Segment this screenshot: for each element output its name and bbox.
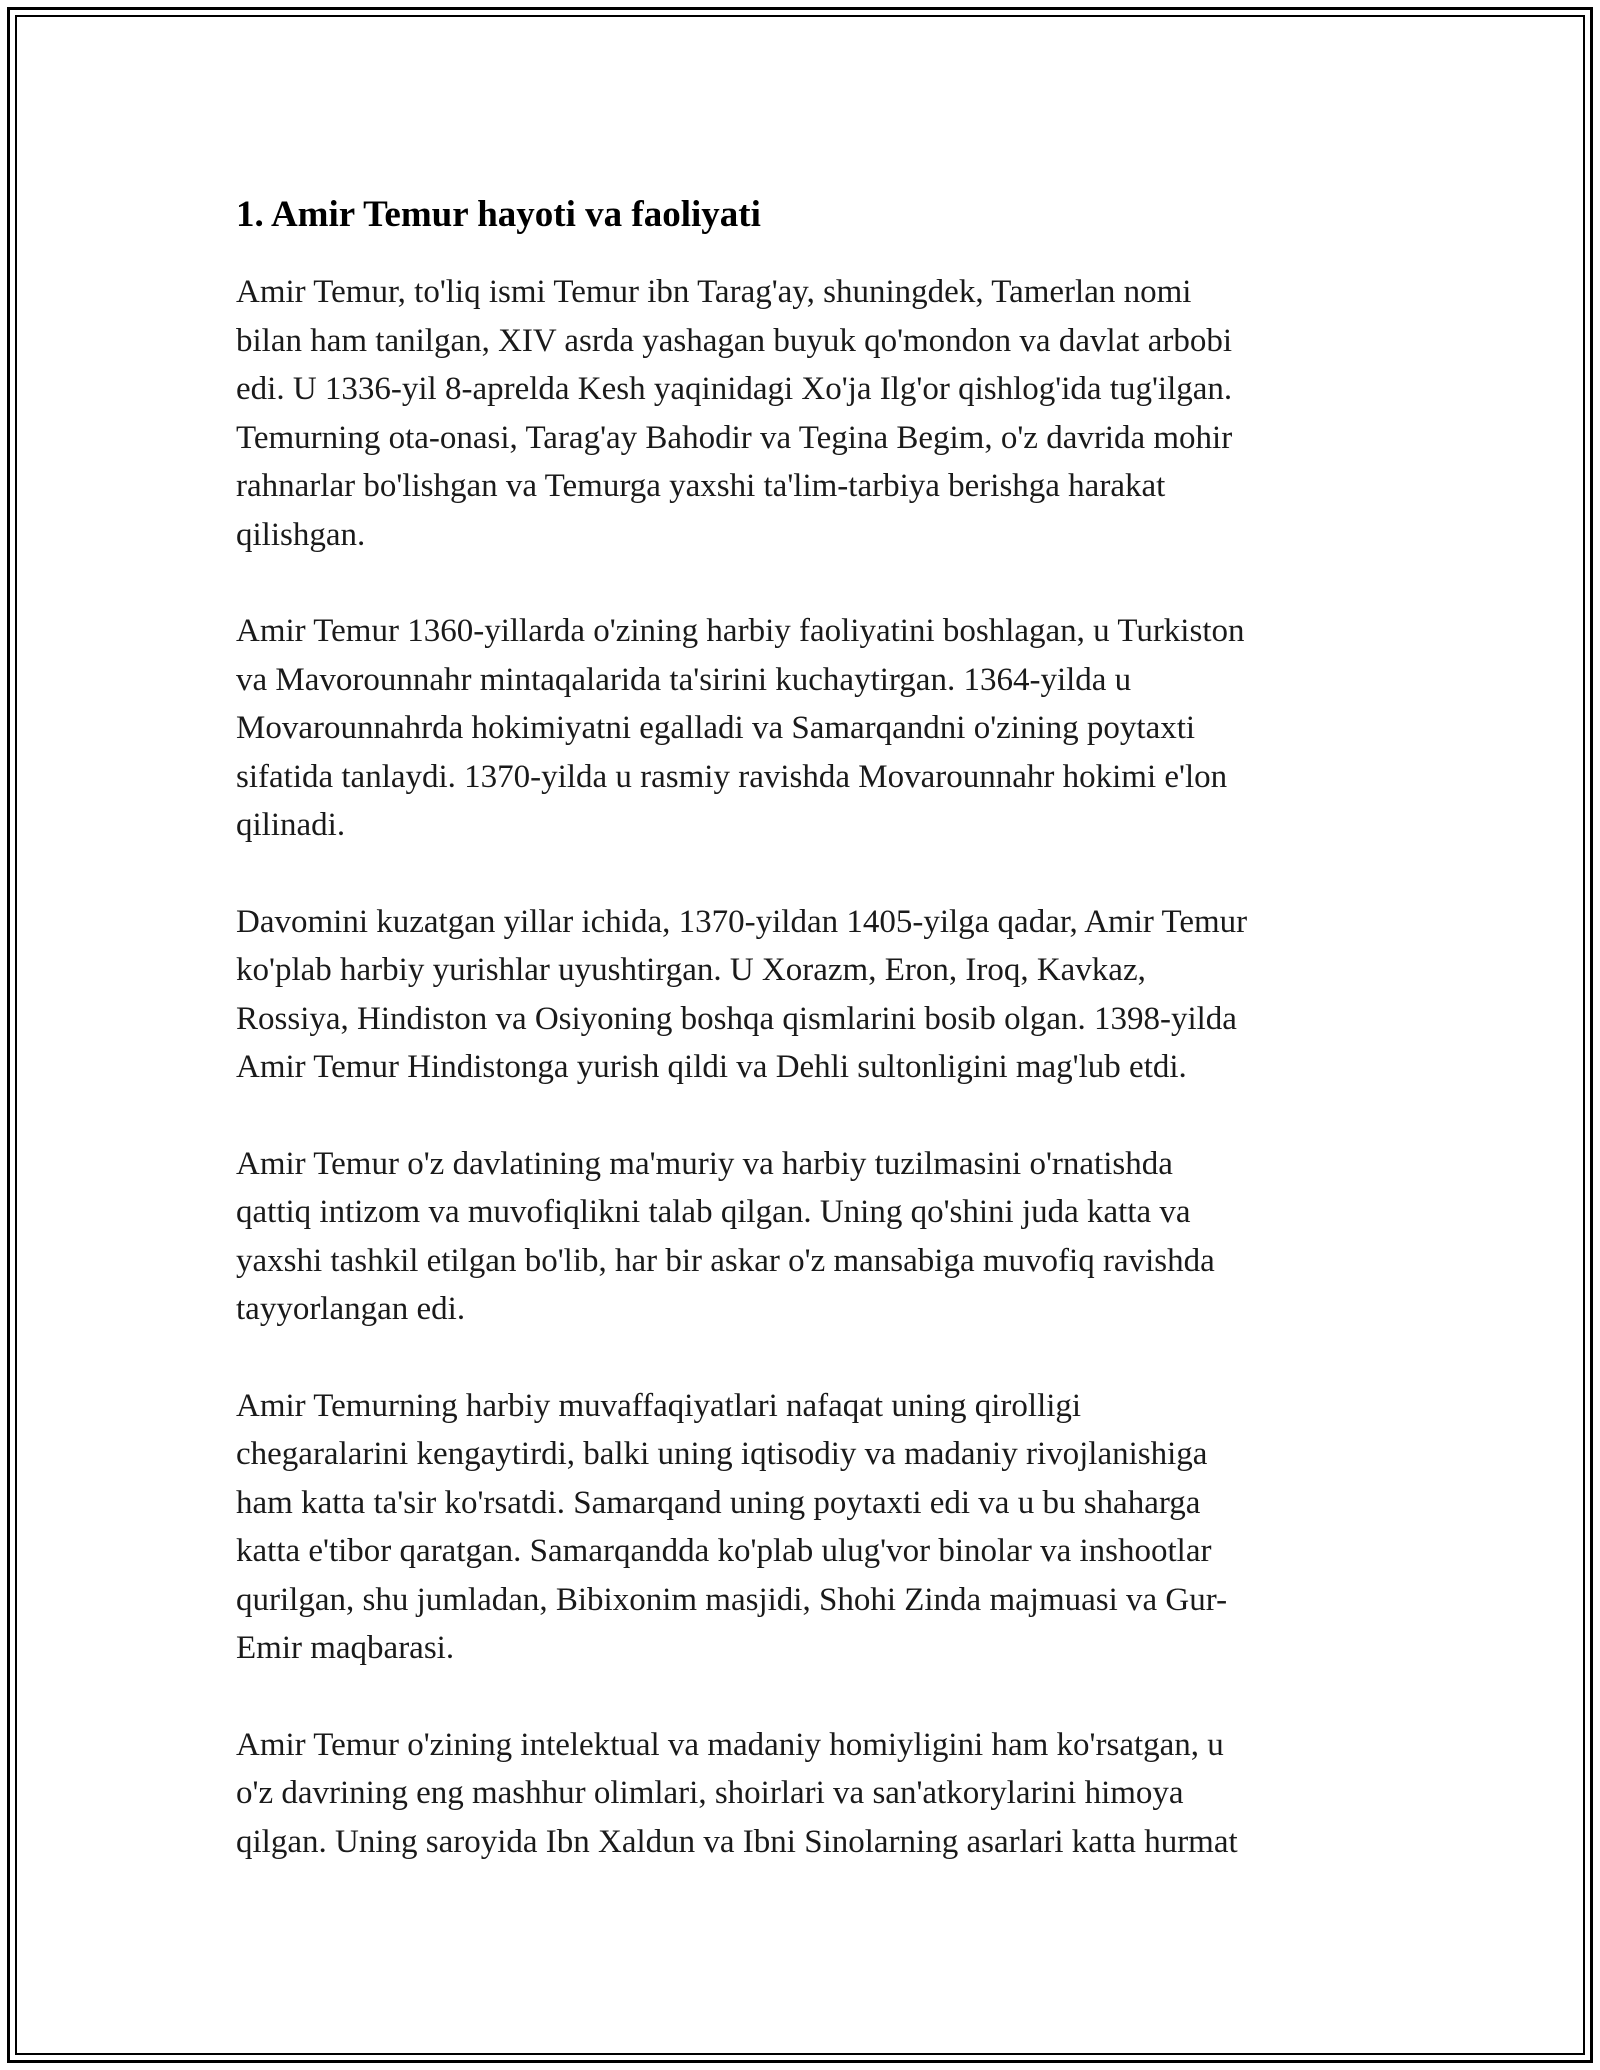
paragraph-samarkand bbox=[236, 1382, 1376, 1673]
text-line: Amir Temur o'z davlatining ma'muriy va harbiy tuzilmasini o'rnatishda bbox=[236, 1145, 1173, 1182]
text-line: qilinadi. bbox=[236, 807, 346, 843]
text-line: ko'plab harbiy yurishlar uyushtirgan. U Xorazm, Eron, Iroq, Kavkaz, bbox=[236, 952, 1146, 988]
text-line: Amir Temur, to'liq ismi Temur ibn Tarag'ay, shuningdek, Tamerlan nomi bbox=[236, 274, 1192, 310]
text-line: Amir Temur o'zining intelektual va madaniy homiyligini ham ko'rsatgan, u bbox=[236, 1726, 1224, 1763]
section-heading: 1. Amir Temur hayoti va faoliyati bbox=[236, 194, 761, 235]
text-line: qurilgan, shu jumladan, Bibixonim masjidi, Shohi Zinda majmuasi va Gur- bbox=[236, 1581, 1228, 1618]
text-line: Amir Temur Hindistonga yurish qildi va Dehli sultonligini mag'lub etdi. bbox=[236, 1049, 1187, 1085]
text-line: edi. U 1336-yil 8-aprelda Kesh yaqinidagi Xo'ja Ilg'or qishlog'ida tug'ilgan. bbox=[236, 371, 1233, 407]
text-line: Movarounnahrda hokimiyatni egalladi va Samarqandni o'zining poytaxti bbox=[236, 710, 1196, 746]
text-line: tayyorlangan edi. bbox=[236, 1291, 466, 1327]
text-line: Amir Temurning harbiy muvaffaqiyatlari nafaqat uning qirolligi bbox=[236, 1387, 1082, 1424]
paragraph-rise bbox=[236, 607, 1376, 850]
document-body bbox=[236, 188, 1376, 1914]
text-line: Temurning ota-onasi, Tarag'ay Bahodir va Tegina Begim, o'z davrida mohir bbox=[236, 419, 1233, 456]
text-line: bilan ham tanilgan, XIV asrda yashagan buyuk qo'mondon va davlat arbobi bbox=[236, 322, 1233, 359]
text-line: Rossiya, Hindiston va Osiyoning boshqa qismlarini bosib olgan. 1398-yilda bbox=[236, 1000, 1237, 1037]
paragraph-campaigns bbox=[236, 898, 1376, 1092]
text-line: Davomini kuzatgan yillar ichida, 1370-yildan 1405-yilga qadar, Amir Temur bbox=[236, 903, 1248, 940]
text-line: Amir Temur 1360-yillarda o'zining harbiy faoliyatini boshlagan, u Turkiston bbox=[236, 613, 1245, 649]
text-line: qilgan. Uning saroyida Ibn Xaldun va Ibni Sinolarning asarlari katta hurmat bbox=[236, 1823, 1238, 1860]
text-line: qattiq intizom va muvofiqlikni talab qilgan. Uning qo'shini juda katta va bbox=[236, 1194, 1191, 1230]
text-line: katta e'tibor qaratgan. Samarqandda ko'plab ulug'vor binolar va inshootlar bbox=[236, 1533, 1212, 1569]
text-line: o'z davrining eng mashhur olimlari, shoirlari va san'atkorylarini himoya bbox=[236, 1775, 1184, 1811]
text-line: rahnarlar bo'lishgan va Temurga yaxshi ta'lim-tarbiya berishga harakat bbox=[236, 468, 1166, 504]
paragraph-patronage bbox=[236, 1721, 1376, 1867]
text-line: chegaralarini kengaytirdi, balki uning iqtisodiy va madaniy rivojlanishiga bbox=[236, 1436, 1208, 1472]
text-line: yaxshi tashkil etilgan bo'lib, har bir askar o'z mansabiga muvofiq ravishda bbox=[236, 1242, 1215, 1279]
text-line: ham katta ta'sir ko'rsatdi. Samarqand uning poytaxti edi va u bu shaharga bbox=[236, 1484, 1201, 1521]
paragraph-birth bbox=[236, 268, 1376, 559]
text-line: va Mavorounnahr mintaqalarida ta'sirini kuchaytirgan. 1364-yilda u bbox=[236, 661, 1132, 698]
paragraph-discipline bbox=[236, 1140, 1376, 1334]
text-line: sifatida tanlaydi. 1370-yilda u rasmiy ravishda Movarounnahr hokimi e'lon bbox=[236, 758, 1228, 795]
text-line: qilishgan. bbox=[236, 516, 366, 553]
text-line: Emir maqbarasi. bbox=[236, 1630, 455, 1666]
